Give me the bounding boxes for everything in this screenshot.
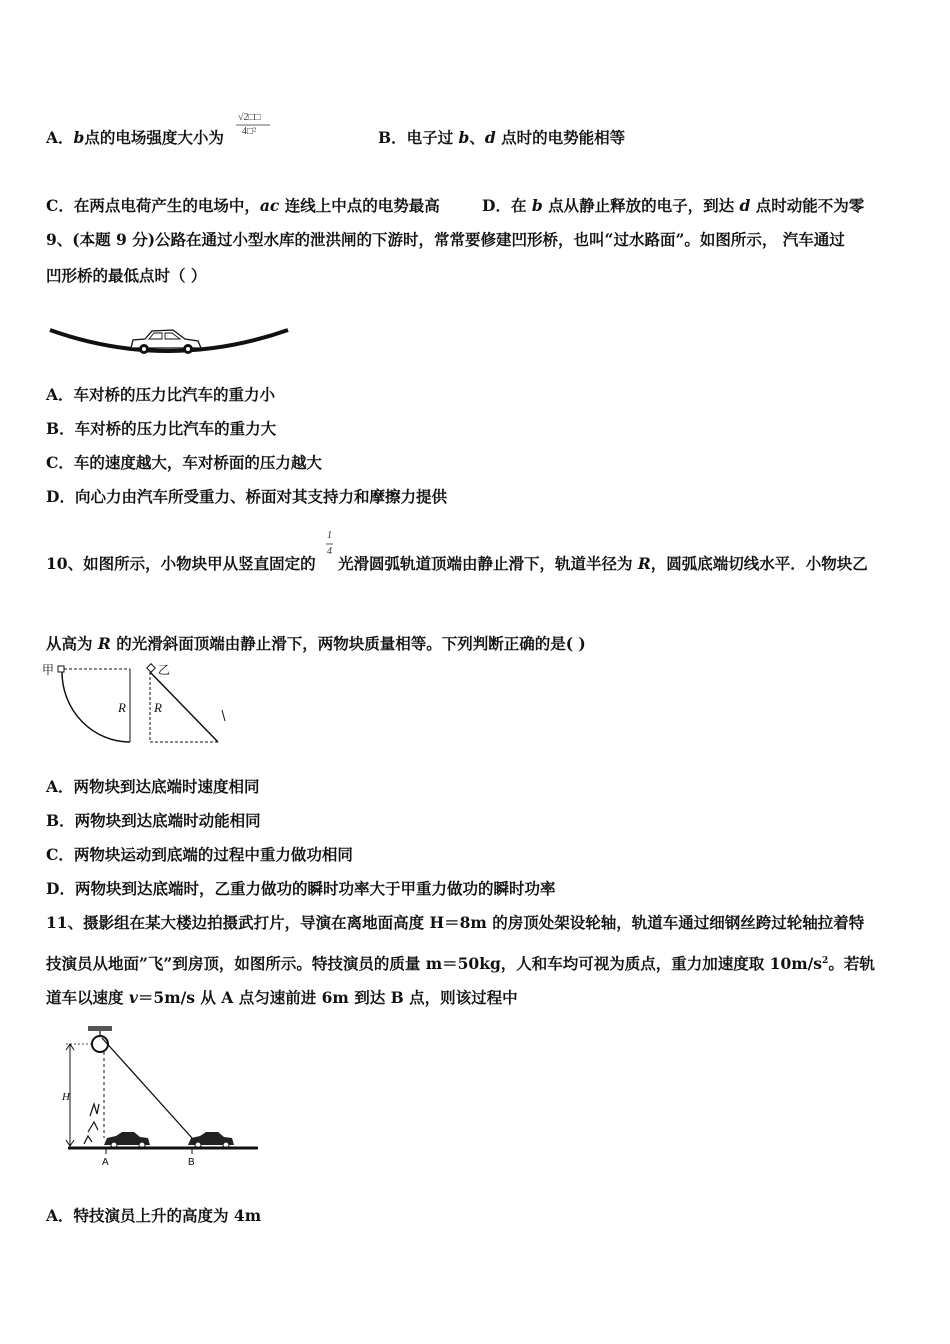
- q8-option-a-formula-denominator: 4□²: [242, 126, 257, 137]
- label-a: A: [102, 1157, 109, 1168]
- label-yi: 乙: [158, 663, 171, 677]
- q10-option-b: B．两物块到达底端时动能相同: [46, 811, 261, 830]
- label-h: H: [62, 1091, 70, 1103]
- concave-bridge-figure: [48, 320, 293, 360]
- q8-option-d: D．在 b 点从静止释放的电子，到达 d 点时动能不为零: [482, 196, 865, 215]
- q9-option-c: C．车的速度越大，车对桥面的压力越大: [46, 453, 322, 472]
- q10-stem-line2: 从高为 R 的光滑斜面顶端由静止滑下，两物块质量相等。下列判断正确的是( ): [46, 634, 586, 653]
- q11-option-a: A．特技演员上升的高度为 4m: [46, 1206, 262, 1225]
- q11-stem-line1: 11、摄影组在某大楼边拍摄武打片，导演在离地面高度 H＝8m 的房顶处架设轮轴，轨道车通过细钢丝跨过轮轴拉着特: [46, 913, 865, 932]
- q9-option-b: B．车对桥的压力比汽车的重力大: [46, 419, 277, 438]
- label-r-slope: R: [154, 700, 162, 715]
- q8-option-b: B．电子过 b、d 点时的电势能相等: [378, 128, 626, 147]
- label-jia: 甲: [42, 663, 55, 677]
- label-b: B: [188, 1157, 195, 1168]
- q8-option-a: A．b点的电场强度大小为: [46, 128, 224, 147]
- q8-option-c: C．在两点电荷产生的电场中，ac 连线上中点的电势最高: [46, 196, 440, 215]
- q9-option-d: D．向心力由汽车所受重力、桥面对其支持力和摩擦力提供: [46, 487, 447, 506]
- q10-figure: [40, 660, 240, 750]
- q10-option-c: C．两物块运动到底端的过程中重力做功相同: [46, 845, 353, 864]
- q10-fraction-denominator: 4: [327, 546, 332, 557]
- q11-stem-line3: 道车以速度 v＝5m/s 从 A 点匀速前进 6m 到达 B 点，则该过程中: [46, 988, 518, 1007]
- car-a-icon: [104, 1132, 150, 1148]
- q11-figure: [60, 1024, 265, 1172]
- q10-stem-line1-a: 10、如图所示，小物块甲从竖直固定的: [46, 554, 316, 573]
- q10-option-d: D．两物块到达底端时，乙重力做功的瞬时功率大于甲重力做功的瞬时功率: [46, 879, 556, 898]
- car-b-icon: [188, 1132, 234, 1148]
- q8-option-a-formula-numerator: √2□□: [238, 112, 261, 123]
- q10-stem-line1-b: 光滑圆弧轨道顶端由静止滑下，轨道半径为 R，圆弧底端切线水平．小物块乙: [338, 554, 868, 573]
- label-r-arc: R: [118, 700, 126, 715]
- q9-option-a: A．车对桥的压力比汽车的重力小: [46, 385, 276, 404]
- q10-fraction-numerator: 1: [327, 530, 332, 541]
- q10-option-a: A．两物块到达底端时速度相同: [46, 777, 260, 796]
- q9-stem-line1: 9、(本题 9 分)公路在通过小型水库的泄洪闸的下游时，常常要修建凹形桥，也叫“过水路面”。如图所示， 汽车通过: [46, 230, 845, 249]
- pulley-icon: [92, 1036, 108, 1052]
- fraction-bar: [326, 543, 334, 545]
- q9-stem-line2: 凹形桥的最低点时（ ）: [46, 266, 207, 285]
- q11-stem-line2: 技演员从地面”飞”到房顶，如图所示。特技演员的质量 m＝50kg，人和车均可视为质点，重力加速度取 $10m/s^2$。若轨: [46, 954, 875, 974]
